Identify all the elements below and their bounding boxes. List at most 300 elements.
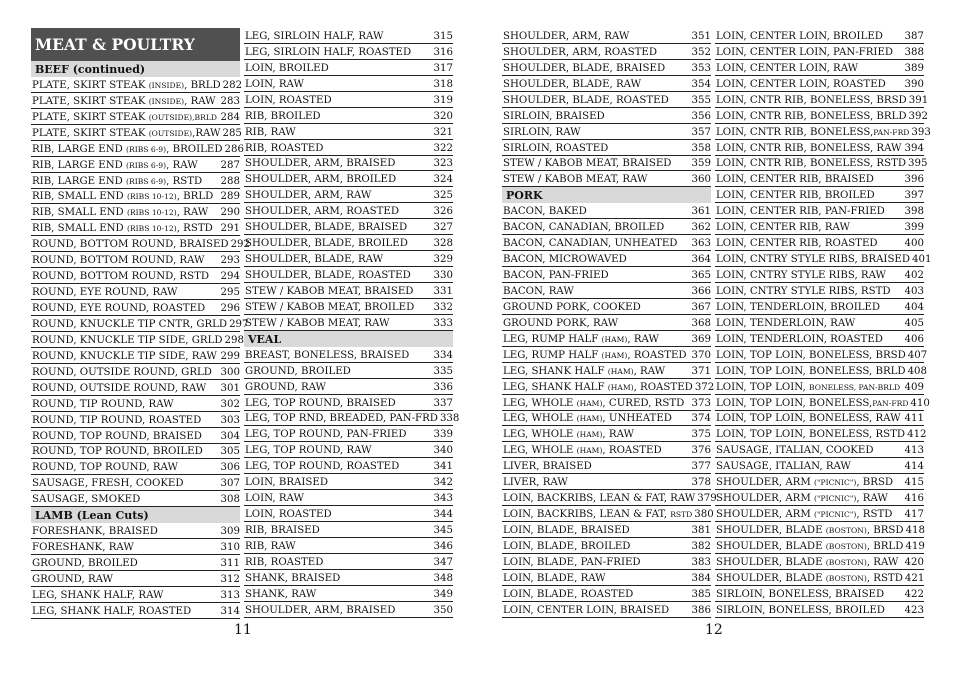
entry-label <box>32 112 217 123</box>
index-entry <box>31 268 240 284</box>
entry-label <box>503 79 641 90</box>
entry-page-number: 407 <box>907 349 928 361</box>
entry-label <box>503 47 657 58</box>
entry-qualifier: ("PICNIC") <box>814 510 857 520</box>
index-entry <box>715 267 924 283</box>
entry-page-number: 334 <box>433 349 453 361</box>
entry-text: LOIN, ROASTED <box>245 94 332 106</box>
entry-label <box>32 399 174 410</box>
index-entry <box>31 125 240 141</box>
entry-text: LOIN, CENTER LOIN, BRAISED <box>503 604 670 616</box>
index-entry <box>502 76 711 92</box>
entry-suffix: , BROILED <box>166 143 223 155</box>
index-entry <box>502 44 711 60</box>
entry-page-number: 376 <box>691 445 711 457</box>
entry-label <box>716 254 910 265</box>
entry-text: BACON, CANADIAN, UNHEATED <box>503 238 678 250</box>
entry-label <box>716 302 880 313</box>
entry-page-number: 360 <box>691 174 711 186</box>
entry-qualifier: (RIBS 6-9) <box>126 160 167 170</box>
index-entry <box>715 251 932 267</box>
entry-text: SHOULDER, ARM <box>716 477 815 489</box>
entry-text: ROUND, OUTSIDE ROUND, RAW <box>32 382 207 394</box>
entry-suffix: , RAW <box>176 207 209 219</box>
index-entry <box>715 219 924 235</box>
index-entry <box>502 570 711 586</box>
entry-page-number: 375 <box>691 429 711 441</box>
entry-suffix: , BRLD <box>184 79 221 91</box>
entry-label <box>32 462 178 473</box>
entry-page-number: 364 <box>691 254 711 266</box>
entry-label <box>245 366 351 377</box>
entry-text: RIB, LARGE END <box>32 159 127 171</box>
entry-text: ROUND, OUTSIDE ROUND, GRLD <box>32 366 212 378</box>
index-entry <box>715 442 924 458</box>
entry-label <box>503 350 687 361</box>
entry-text: LOIN, CENTER LOIN, ROASTED <box>716 78 886 90</box>
index-entry <box>244 44 453 60</box>
entry-text: LEG, TOP ROUND, BRAISED <box>245 397 396 409</box>
entry-label <box>503 493 695 504</box>
entry-label <box>32 542 134 553</box>
entry-text: LOIN, CNTR RIB, BONELESS, <box>716 126 874 138</box>
index-entry <box>244 458 453 474</box>
entry-text: ROUND, TIP ROUND, ROASTED <box>32 414 202 426</box>
entry-label <box>32 446 203 457</box>
index-entry <box>715 522 924 538</box>
entry-suffix: , RSTD <box>176 223 213 235</box>
entry-suffix: , RAW <box>166 159 198 171</box>
entry-text: LEG, TOP ROUND, ROASTED <box>245 461 400 473</box>
entry-text: LOIN, CENTER LOIN, PAN-FRIED <box>716 46 894 58</box>
index-entry <box>31 109 240 125</box>
index-entry <box>502 554 711 570</box>
entry-text: ROUND, BOTTOM ROUND, RAW <box>32 255 205 267</box>
entry-label <box>503 509 692 520</box>
entry-page-number: 412 <box>907 429 927 441</box>
entry-label <box>716 493 888 504</box>
entry-page-number: 384 <box>691 572 711 584</box>
entry-suffix: , BRSD <box>856 477 894 489</box>
entry-text: RIB, SMALL END <box>32 191 127 203</box>
index-entry <box>715 108 928 124</box>
index-entry <box>715 379 924 395</box>
entry-label <box>503 302 641 313</box>
entry-page-number: 368 <box>691 317 711 329</box>
index-entry <box>715 187 924 203</box>
entry-page-number: 319 <box>433 94 453 106</box>
entry-label <box>245 589 316 600</box>
index-entry <box>502 235 711 251</box>
entry-page-number: 297 <box>229 318 249 330</box>
entry-text: LOIN, CNTRY STYLE RIBS, BRAISED <box>716 254 911 266</box>
entry-page-number: 329 <box>433 254 453 266</box>
index-entry <box>31 539 240 555</box>
entry-text: SIRLOIN, BONELESS, BROILED <box>716 604 885 616</box>
index-entry <box>715 299 924 315</box>
entry-qualifier: ("PICNIC") <box>814 478 857 488</box>
entry-label <box>716 461 851 472</box>
index-entry <box>502 395 711 411</box>
entry-label <box>32 351 217 362</box>
entry-page-number: 336 <box>433 381 453 393</box>
entry-label <box>716 589 884 600</box>
entry-text: ROUND, TOP ROUND, BRAISED <box>32 430 202 442</box>
entry-text: LEG, SHANK HALF, RAW <box>32 589 164 601</box>
index-column-4 <box>715 28 932 618</box>
entry-qualifier: (HAM) <box>576 398 603 408</box>
index-entry <box>715 602 924 618</box>
section-header: VEAL <box>244 331 453 347</box>
entry-label <box>716 429 905 440</box>
entry-text: LEG, WHOLE <box>503 445 577 457</box>
entry-text: LOIN, TOP LOIN, BONELESS, BRLD <box>716 365 906 377</box>
index-entry <box>502 363 711 379</box>
entry-qualifier: (RIBS 6-9) <box>126 176 167 186</box>
entry-text: BACON, CANADIAN, BROILED <box>503 222 665 234</box>
entry-text: LOIN, CNTR RIB, BONELESS, RSTD <box>716 158 907 170</box>
entry-page-number: 359 <box>691 158 711 170</box>
entry-label <box>503 206 587 217</box>
entry-page-number: 331 <box>433 285 453 297</box>
entry-label <box>716 143 902 154</box>
index-entry <box>31 396 240 412</box>
entry-text: PLATE, SKIRT STEAK <box>32 79 149 91</box>
entry-text: LEG, TOP ROUND, RAW <box>245 445 372 457</box>
entry-text: LOIN, CNTR RIB, BONELESS, BRSD <box>716 94 907 106</box>
entry-page-number: 406 <box>904 333 924 345</box>
entry-page-number: 366 <box>691 285 711 297</box>
entry-page-number: 287 <box>220 159 240 171</box>
index-entry <box>31 475 240 491</box>
entry-page-number: 293 <box>220 255 240 267</box>
entry-text: LOIN, BLADE, BROILED <box>503 540 631 552</box>
index-entry <box>244 395 453 411</box>
index-entry <box>31 412 240 428</box>
entry-label <box>32 128 220 139</box>
entry-text: SHOULDER, BLADE, RAW <box>503 78 642 90</box>
entry-page-number: 282 <box>222 79 243 91</box>
entry-label <box>245 477 328 488</box>
entry-page-number: 403 <box>904 285 924 297</box>
entry-page-number: 323 <box>433 158 453 170</box>
entry-page-number: 381 <box>691 525 711 536</box>
entry-page-number: 342 <box>433 477 453 489</box>
entry-text: GROUND, BROILED <box>245 365 351 377</box>
entry-page-number: 389 <box>904 62 924 74</box>
entry-page-number: 408 <box>907 365 928 377</box>
entry-label <box>716 350 906 361</box>
index-entry <box>502 124 711 140</box>
entry-page-number: 349 <box>433 588 453 600</box>
entry-text: ROUND, KNUCKLE TIP SIDE, RAW <box>32 350 217 362</box>
entry-text: LOIN, CENTER RIB, BROILED <box>716 190 875 202</box>
entry-suffix: , RAW <box>856 493 888 505</box>
entry-text: ROUND, TOP ROUND, RAW <box>32 462 178 474</box>
entry-page-number: 353 <box>691 62 711 74</box>
entry-page-number: 369 <box>691 333 711 345</box>
entry-page-number: 363 <box>691 238 711 250</box>
entry-page-number: 298 <box>224 334 244 346</box>
index-entry <box>244 140 453 156</box>
entry-text: LOIN, BLADE, PAN-FRIED <box>503 556 641 568</box>
entry-label <box>245 605 395 616</box>
entry-suffix: , BRLD <box>866 540 904 552</box>
entry-label <box>32 590 164 601</box>
entry-page-number: 362 <box>691 222 711 234</box>
index-entry <box>502 331 711 347</box>
index-entry <box>31 428 240 444</box>
index-column-2 <box>244 28 460 618</box>
entry-page-number: 328 <box>433 238 453 250</box>
entry-label <box>503 63 665 74</box>
entry-text: SHOULDER, ARM, BRAISED <box>245 604 396 616</box>
entry-text: RIB, RAW <box>245 540 296 552</box>
index-entry <box>244 506 453 522</box>
entry-page-number: 416 <box>904 493 924 505</box>
entry-qualifier: (HAM) <box>601 334 628 344</box>
entry-label <box>716 286 891 297</box>
entry-label <box>32 574 113 585</box>
entry-label <box>716 318 855 329</box>
entry-label <box>716 190 875 201</box>
entry-suffix: , RAW <box>633 365 666 377</box>
index-entry <box>31 348 240 364</box>
entry-text: GROUND, RAW <box>245 381 327 393</box>
index-entry <box>244 538 453 554</box>
entry-page-number: 388 <box>904 46 924 58</box>
entry-label <box>245 206 399 217</box>
entry-page-number: 414 <box>904 461 924 473</box>
index-entry <box>715 156 928 172</box>
entry-qualifier: (BOSTON) <box>825 541 867 551</box>
entry-label <box>503 334 659 345</box>
entry-text: LOIN, TENDERLOIN, ROASTED <box>716 333 883 345</box>
entry-text: LOIN, TOP LOIN, <box>716 381 809 393</box>
entry-text: PLATE, SKIRT STEAK <box>32 111 149 123</box>
entry-text: BACON, BAKED <box>503 206 587 218</box>
entry-label <box>245 95 332 106</box>
index-entry <box>31 77 243 93</box>
entry-label <box>716 477 893 488</box>
entry-label <box>245 493 304 504</box>
entry-label <box>716 158 906 169</box>
index-entry <box>502 267 711 283</box>
index-entry <box>244 60 453 76</box>
entry-page-number: 410 <box>910 397 930 409</box>
index-entry <box>244 156 453 172</box>
entry-page-number: 378 <box>691 477 711 489</box>
entry-label <box>245 143 323 154</box>
entry-label <box>245 413 438 424</box>
index-entry <box>244 490 453 506</box>
entry-label <box>716 445 874 456</box>
entry-suffix: ,RAW <box>192 127 221 139</box>
entry-page-number: 337 <box>433 397 453 409</box>
entry-page-number: 370 <box>691 349 711 361</box>
entry-text: RIB, LARGE END <box>32 175 127 187</box>
entry-label <box>503 398 684 409</box>
entry-label <box>32 415 201 426</box>
index-entry <box>715 411 924 427</box>
entry-suffix: , RAW <box>602 429 634 441</box>
index-entry <box>244 411 460 427</box>
entry-label <box>503 366 665 377</box>
entry-label <box>503 286 574 297</box>
entry-label <box>503 445 662 456</box>
entry-text: STEW / KABOB MEAT, BRAISED <box>245 285 414 297</box>
index-entry <box>31 603 240 619</box>
index-entry <box>244 28 453 44</box>
index-entry <box>31 236 251 252</box>
entry-text: RIB, RAW <box>245 126 296 138</box>
entry-label <box>32 494 140 505</box>
index-entry <box>244 554 453 570</box>
entry-text: LOIN, CENTER LOIN, RAW <box>716 62 859 74</box>
entry-qualifier: (HAM) <box>576 430 603 440</box>
entry-label <box>503 573 606 584</box>
entry-label <box>245 302 414 313</box>
index-entry <box>244 570 453 586</box>
entry-label <box>245 270 411 281</box>
entry-label <box>32 223 213 234</box>
index-entry <box>244 171 453 187</box>
entry-page-number: 423 <box>904 604 924 616</box>
entry-text: LOIN, BLADE, BRAISED <box>503 525 630 536</box>
entry-text: GROUND, RAW <box>32 573 114 585</box>
entry-page-number: 402 <box>904 270 924 281</box>
entry-text: STEW / KABOB MEAT, BROILED <box>245 301 415 313</box>
index-entry <box>244 124 453 140</box>
entry-page-number: 343 <box>433 493 453 505</box>
index-entry <box>715 92 929 108</box>
entry-text: LIVER, BRAISED <box>503 461 592 473</box>
entry-label <box>32 367 212 378</box>
entry-page-number: 318 <box>433 78 453 90</box>
index-entry <box>715 363 928 379</box>
entry-label <box>716 334 883 345</box>
index-entry <box>715 506 924 522</box>
index-entry <box>502 347 711 363</box>
entry-text: RIB, ROASTED <box>245 556 324 568</box>
entry-label <box>245 238 408 249</box>
index-entry <box>715 395 930 411</box>
index-entry <box>502 171 711 187</box>
entry-page-number: 394 <box>904 142 924 154</box>
entry-text: LOIN, BACKRIBS, LEAN & FAT, <box>503 509 671 521</box>
entry-suffix: , RAW <box>627 333 659 345</box>
entry-label <box>32 606 191 617</box>
entry-text: LEG, SHANK HALF, ROASTED <box>32 605 192 617</box>
entry-text: LIVER, RAW <box>503 477 568 489</box>
entry-page-number: 371 <box>691 365 711 377</box>
entry-text: LEG, WHOLE <box>503 413 577 425</box>
entry-page-number: 330 <box>433 270 453 281</box>
index-entry <box>244 474 453 490</box>
entry-page-number: 377 <box>691 461 711 473</box>
entry-label <box>503 557 641 568</box>
index-entry <box>715 554 924 570</box>
entry-page-number: 413 <box>904 445 924 457</box>
page-number-right: 12 <box>705 622 723 638</box>
entry-label <box>503 525 630 536</box>
entry-text: LOIN, RAW <box>245 493 304 505</box>
entry-text: LEG, SHANK HALF <box>503 381 608 393</box>
entry-label <box>32 191 213 202</box>
entry-text: RIB, BROILED <box>245 110 321 122</box>
entry-page-number: 285 <box>222 127 242 139</box>
entry-page-number: 386 <box>691 604 711 616</box>
entry-text: SHANK, RAW <box>245 588 317 600</box>
entry-page-number: 397 <box>904 190 924 202</box>
entry-qualifier: (RIBS 10-12) <box>126 208 177 218</box>
entry-page-number: 312 <box>220 573 240 585</box>
entry-page-number: 338 <box>439 413 460 425</box>
entry-text: SIRLOIN, BONELESS, BRAISED <box>716 588 885 600</box>
entry-label <box>503 477 568 488</box>
entry-label <box>245 63 329 74</box>
index-entry <box>715 570 924 586</box>
entry-page-number: 355 <box>691 94 711 106</box>
index-entry <box>244 426 453 442</box>
index-entry <box>715 76 924 92</box>
entry-page-number: 306 <box>220 462 240 474</box>
entry-page-number: 307 <box>220 478 240 490</box>
entry-page-number: 393 <box>911 126 931 138</box>
entry-label <box>245 509 332 520</box>
entry-page-number: 302 <box>220 398 240 410</box>
entry-qualifier: (HAM) <box>576 414 603 424</box>
index-entry <box>31 93 240 109</box>
entry-page-number: 367 <box>691 301 711 313</box>
entry-label <box>503 95 669 106</box>
entry-label <box>716 557 898 568</box>
entry-label <box>503 413 672 424</box>
entry-text: BREAST, BONELESS, BRAISED <box>245 349 410 361</box>
entry-text: LOIN, CENTER RIB, ROASTED <box>716 238 878 250</box>
entry-page-number: 383 <box>691 556 711 568</box>
entry-page-number: 296 <box>220 303 240 314</box>
index-entry <box>502 251 711 267</box>
entry-page-number: 300 <box>220 366 240 378</box>
index-entry <box>244 602 453 618</box>
index-entry <box>715 538 924 554</box>
index-entry <box>244 283 453 299</box>
entry-text: RIB, SMALL END <box>32 223 127 235</box>
entry-text: PLATE, SKIRT STEAK <box>32 127 149 139</box>
entry-text: LOIN, CNTRY STYLE RIBS, RSTD <box>716 285 891 297</box>
entry-label <box>503 318 618 329</box>
index-entry <box>244 235 453 251</box>
entry-qualifier: (HAM) <box>576 446 603 456</box>
index-entry <box>244 363 453 379</box>
entry-page-number: 326 <box>433 206 453 218</box>
index-entry <box>244 522 453 538</box>
entry-text: SHOULDER, BLADE, RAW <box>245 254 384 266</box>
entry-label <box>245 79 304 90</box>
index-entry <box>244 219 453 235</box>
index-entry <box>502 315 711 331</box>
entry-page-number: 361 <box>691 206 711 218</box>
entry-text: LOIN, TOP LOIN, BONELESS, RSTD <box>716 429 906 441</box>
index-entry <box>715 140 924 156</box>
index-entry <box>31 523 240 539</box>
entry-page-number: 317 <box>433 62 453 74</box>
index-entry <box>244 76 453 92</box>
entry-suffix: , CURED, RSTD <box>602 397 685 409</box>
entry-text: LOIN, RAW <box>245 78 304 90</box>
entry-text: SIRLOIN, ROASTED <box>503 142 609 154</box>
